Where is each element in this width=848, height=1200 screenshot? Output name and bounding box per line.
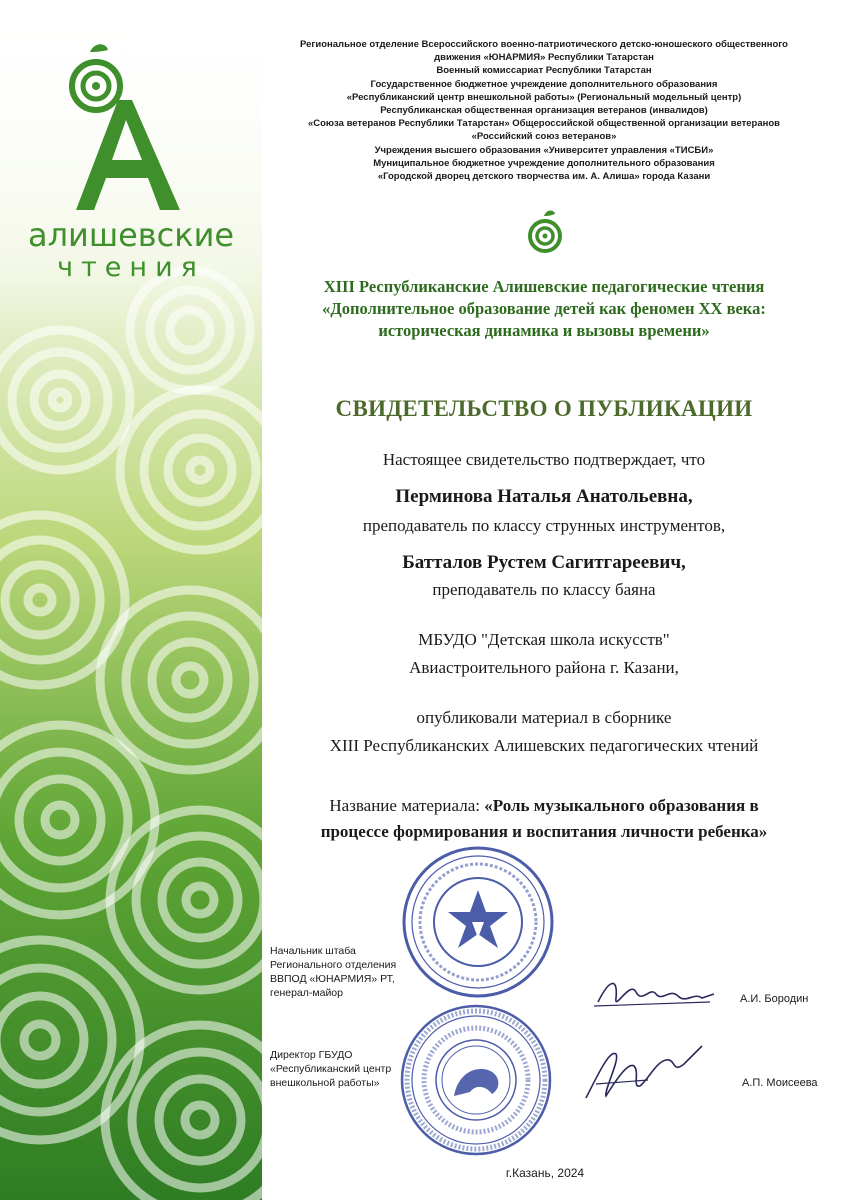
signatory1-position <box>270 944 396 1000</box>
alishev-readings-logo <box>20 40 242 283</box>
signatory2-position-line: внешкольной работы» <box>270 1077 380 1089</box>
person2-name: Батталов Рустем Сагитгареевич, <box>402 552 686 573</box>
certificate-intro: Настоящее свидетельство подтверждает, что <box>382 450 706 469</box>
signatory1-position-line: Начальник штаба <box>270 945 356 957</box>
organizer-line: Государственное бюджетное учреждение дополнительного образования <box>370 78 718 90</box>
person1-role: преподаватель по классу струнных инструментов, <box>362 516 726 535</box>
apple-a-logo-icon <box>20 40 242 215</box>
material-title-part1: «Роль музыкального образования в <box>484 796 759 815</box>
small-apple-logo-icon <box>528 208 562 256</box>
published-line-1: опубликовали материал в сборнике <box>416 708 672 727</box>
signatory1-name: А.И. Бородин <box>740 993 809 1005</box>
person2-role: преподаватель по классу баяна <box>432 580 656 599</box>
conference-line: XIII Республиканские Алишевские педагогические чтения <box>323 277 765 296</box>
organizer-line: Региональное отделение Всероссийского военно-патриотического детско-юношеского общественного <box>300 39 788 50</box>
organizer-line: Учреждения высшего образования «Университет управления «ТИСБИ» <box>374 144 714 156</box>
signatory2-position-line: Директор ГБУДО <box>270 1049 353 1061</box>
signature-moiseeva-icon <box>576 1040 706 1110</box>
conference-title <box>270 276 818 342</box>
organizers-header <box>270 38 818 183</box>
person1-name: Перминова Наталья Анатольевна, <box>395 486 693 507</box>
organizer-line: Военный комиссариат Республики Татарстан <box>436 65 652 77</box>
city-year: г.Казань, 2024 <box>505 1166 585 1180</box>
organizer-line: Муниципальное бюджетное учреждение дополнительного образования <box>373 157 715 169</box>
signatory1-position-line: Регионального отделения <box>270 959 397 971</box>
organizer-line: «Республиканский центр внешкольной работы» (Региональный модельный центр) <box>346 91 742 103</box>
school-line-1: МБУДО "Детская школа искусств" <box>418 630 670 649</box>
logo-word-chteniya: чтения <box>57 252 205 283</box>
signatory2-position-line: «Республиканский центр <box>270 1063 392 1075</box>
organizer-line: «Российский союз ветеранов» <box>471 131 617 143</box>
published-line-2: XIII Республиканских Алишевских педагогических чтений <box>329 736 759 755</box>
organizer-line: движения «ЮНАРМИЯ» Республики Татарстан <box>434 52 654 64</box>
school-line-2: Авиастроительного района г. Казани, <box>409 658 679 677</box>
signatory2-name: А.П. Моисеева <box>742 1077 818 1089</box>
conference-line: «Дополнительное образование детей как феномен XX века: <box>322 299 766 318</box>
conference-line: историческая динамика и вызовы времени» <box>378 321 710 340</box>
decorative-spiral-band <box>0 0 262 1200</box>
organizer-line: Республиканская общественная организация ветеранов (инвалидов) <box>380 105 708 117</box>
logo-word-alishevskie: алишевские <box>27 216 235 254</box>
material-title-part2: процессе формирования и воспитания личности ребенка» <box>320 822 768 841</box>
organizer-line: «Городской дворец детского творчества им. А. Алиша» города Казани <box>377 171 711 183</box>
organizer-line: «Союза ветеранов Республики Татарстан» Общероссийской общественной организации ветеранов <box>307 118 781 130</box>
signature-borodin-icon <box>590 972 720 1017</box>
signatory1-position-line: генерал-майор <box>270 987 343 999</box>
certificate-title: СВИДЕТЕЛЬСТВО О ПУБЛИКАЦИИ <box>335 396 753 421</box>
material-label: Название материала: <box>329 796 485 815</box>
material-line-1 <box>270 796 818 816</box>
yunarmiya-stamp-icon <box>398 842 558 1002</box>
center-stamp-icon <box>396 1000 556 1160</box>
signatory1-position-line: ВВПОД «ЮНАРМИЯ» РТ, <box>270 973 395 985</box>
signatory2-position <box>270 1048 391 1090</box>
